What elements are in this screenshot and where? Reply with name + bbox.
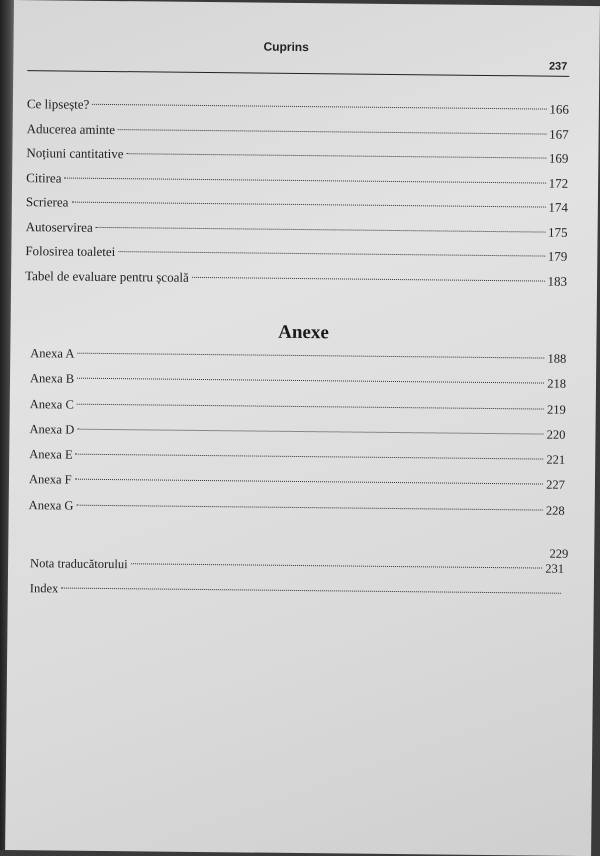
- toc-entry-page: 221: [546, 452, 566, 467]
- toc-list-anexe: [29, 346, 567, 529]
- toc-entry-label: Noțiuni cantitative: [26, 145, 124, 162]
- dot-leader: [75, 479, 544, 485]
- dot-leader: [96, 226, 545, 232]
- toc-entry: [29, 498, 565, 529]
- toc-entry-page: 169: [548, 150, 569, 166]
- toc-entry-page: 220: [546, 427, 566, 442]
- toc-entry-page: 227: [546, 478, 566, 493]
- section-heading-anexe: Anexe: [278, 321, 329, 344]
- dot-leader: [61, 588, 561, 594]
- toc-entry-label: Tabel de evaluare pentru școală: [25, 267, 189, 285]
- dot-leader: [71, 202, 545, 208]
- book-page: [5, 0, 600, 856]
- toc-entry-page: 175: [548, 224, 568, 240]
- dot-leader: [131, 563, 543, 568]
- dot-leader: [118, 251, 545, 256]
- toc-entry-label: Anexa G: [28, 497, 74, 513]
- toc-entry-page: 174: [548, 199, 568, 215]
- toc-entry-page: 179: [547, 248, 568, 264]
- toc-entry-label: Citirea: [26, 169, 62, 186]
- toc-entry-page: 219: [546, 402, 566, 417]
- dot-leader: [192, 276, 545, 281]
- toc-entry-page: 188: [547, 351, 567, 366]
- dot-leader: [76, 454, 544, 460]
- toc-entry: [25, 268, 567, 298]
- toc-entry-label: Anexa E: [29, 447, 73, 462]
- dot-leader: [92, 104, 546, 110]
- dot-leader: [77, 353, 544, 359]
- toc-entry-page: 229: [549, 546, 569, 561]
- running-header-title: Cuprins: [263, 39, 309, 55]
- page-number: 237: [548, 60, 568, 73]
- toc-entry-page: 166: [549, 101, 569, 117]
- toc-entry: [30, 581, 564, 612]
- dot-leader: [77, 429, 543, 435]
- dot-leader: [76, 504, 542, 510]
- toc-entry-page: 172: [548, 175, 569, 191]
- toc-entry-label: Anexa B: [29, 371, 75, 386]
- toc-entry-label: Autoservirea: [25, 218, 93, 235]
- toc-list-final: [29, 546, 569, 612]
- toc-entry-page: 183: [547, 273, 568, 289]
- toc-entry-label: Index: [29, 581, 59, 596]
- dot-leader: [118, 129, 546, 134]
- toc-entry-page: 218: [547, 376, 567, 392]
- toc-entry-label: Nota traducătorului: [30, 556, 128, 572]
- toc-entry-label: Scrierea: [25, 194, 69, 210]
- toc-entry-label: Anexa C: [29, 396, 74, 412]
- toc-entry-label: Ce lipsește?: [26, 96, 90, 112]
- dot-leader: [77, 378, 544, 384]
- toc-entry-label: Anexa F: [28, 472, 72, 488]
- toc-entry-page: 231: [545, 561, 565, 576]
- toc-entry-label: Folosirea toaletei: [25, 243, 116, 260]
- toc-entry-page: 228: [545, 503, 565, 518]
- toc-entry-page: 167: [549, 126, 569, 142]
- toc-entry-label: Anexa A: [30, 346, 75, 361]
- header-rule: [27, 70, 569, 77]
- toc-entry-label: Aducerea aminte: [26, 120, 116, 137]
- dot-leader: [127, 153, 546, 158]
- dot-leader: [77, 403, 544, 409]
- toc-list-main: [25, 96, 569, 298]
- dot-leader: [65, 177, 546, 183]
- toc-entry-label: Anexa D: [29, 422, 75, 437]
